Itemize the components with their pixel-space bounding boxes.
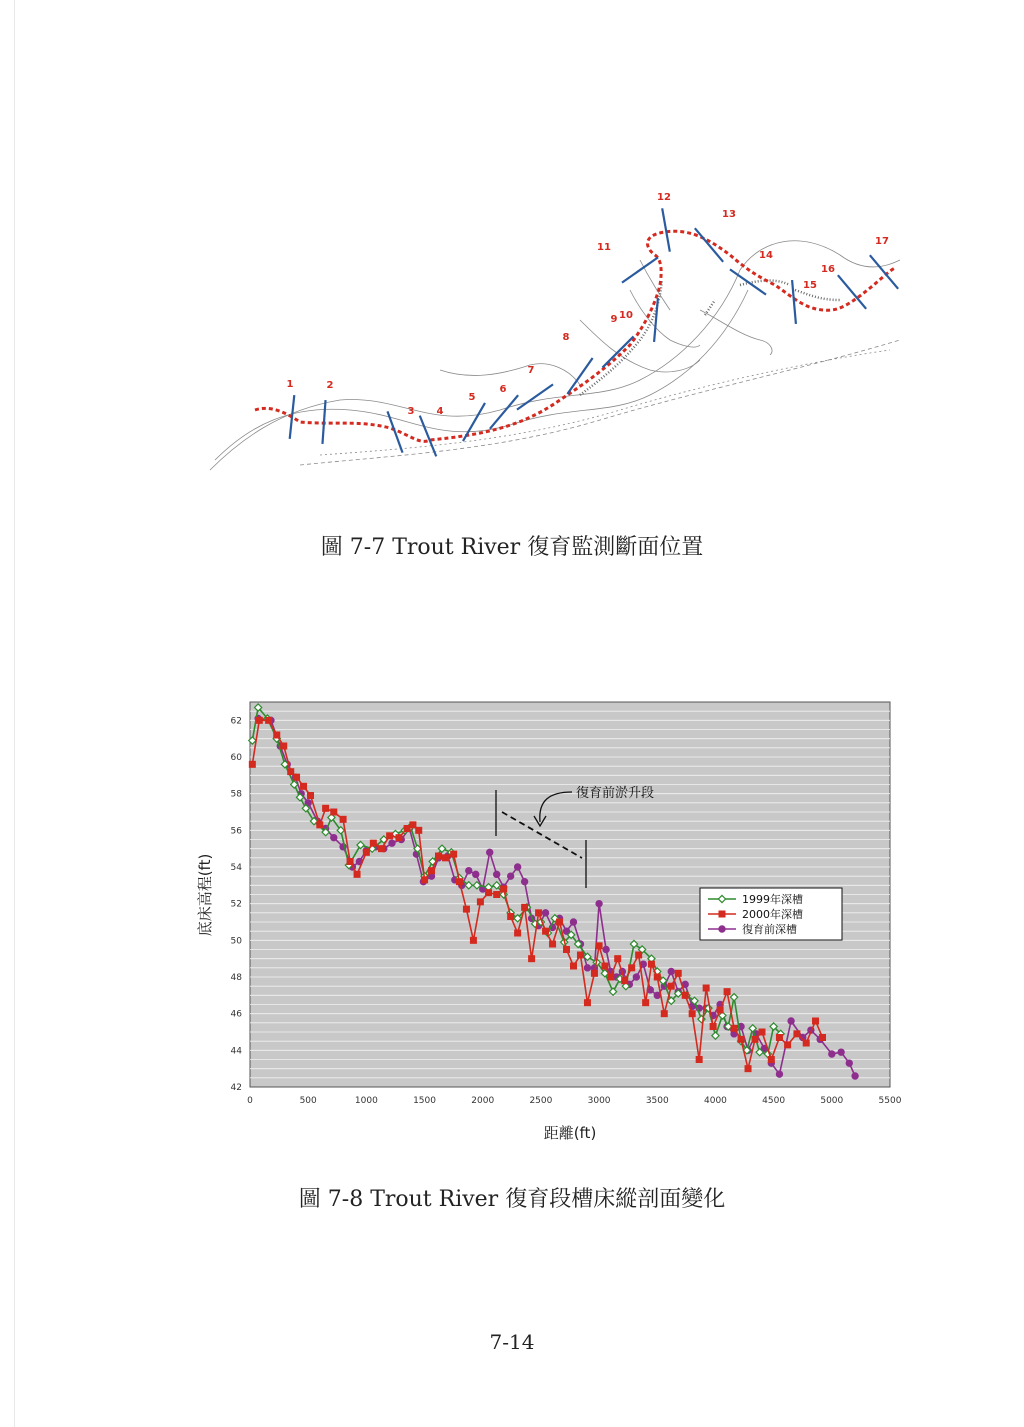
- section-line-2: [322, 400, 325, 444]
- section-line-7: [517, 384, 553, 409]
- data-point: [288, 769, 294, 775]
- data-point: [422, 877, 428, 883]
- data-point: [514, 864, 520, 870]
- data-point: [768, 1057, 774, 1063]
- annotation-label: 復育前淤升段: [576, 786, 655, 801]
- data-point: [542, 910, 548, 916]
- data-point: [416, 827, 422, 833]
- x-tick-label: 4000: [704, 1096, 727, 1106]
- section-line-15: [792, 280, 796, 324]
- data-point: [550, 941, 556, 947]
- x-tick-label: 3500: [645, 1096, 669, 1106]
- data-point: [396, 835, 402, 841]
- data-point: [738, 1036, 744, 1042]
- data-point: [281, 743, 287, 749]
- data-point: [308, 793, 314, 799]
- x-tick-label: 500: [299, 1096, 317, 1106]
- data-point: [266, 717, 272, 723]
- section-line-9: [602, 336, 633, 367]
- data-point: [487, 849, 493, 855]
- data-point: [507, 873, 513, 879]
- data-point: [249, 761, 255, 767]
- data-point: [570, 963, 576, 969]
- data-point: [501, 886, 507, 892]
- chart-legend: [700, 888, 842, 940]
- data-point: [323, 805, 329, 811]
- section-label-4: 4: [436, 406, 444, 417]
- y-tick-label: 58: [230, 789, 242, 800]
- data-point: [363, 849, 369, 855]
- data-point: [654, 974, 660, 980]
- data-point: [788, 1018, 794, 1024]
- data-point: [717, 1007, 723, 1013]
- data-point: [602, 963, 608, 969]
- data-point: [331, 834, 337, 840]
- longitudinal-profile-chart: [180, 690, 920, 1160]
- data-point: [256, 717, 262, 723]
- data-point: [759, 1029, 765, 1035]
- data-point: [852, 1073, 858, 1079]
- legend-swatch-marker: [719, 911, 725, 917]
- section-label-9: 9: [610, 314, 618, 325]
- section-label-2: 2: [326, 380, 334, 391]
- data-point: [703, 985, 709, 991]
- data-point: [557, 919, 563, 925]
- data-point: [643, 1000, 649, 1006]
- data-point: [493, 871, 499, 877]
- section-label-15: 15: [803, 280, 817, 291]
- data-point: [536, 910, 542, 916]
- data-point: [387, 833, 393, 839]
- y-tick-label: 56: [230, 826, 242, 837]
- data-point: [629, 965, 635, 971]
- section-label-6: 6: [499, 384, 507, 395]
- section-label-17: 17: [875, 236, 889, 247]
- section-label-3: 3: [407, 406, 415, 417]
- data-point: [689, 1011, 695, 1017]
- data-point: [429, 868, 435, 874]
- data-point: [838, 1049, 844, 1055]
- data-point: [776, 1071, 782, 1077]
- y-tick-label: 50: [230, 936, 242, 947]
- legend-items: [708, 892, 803, 936]
- map-channel-hatching: [580, 280, 840, 395]
- figure-7-8-caption: 圖 7-8 Trout River 復育段槽床縱剖面變化: [298, 1187, 726, 1212]
- map-basemap-lines: [210, 241, 900, 470]
- section-label-12: 12: [657, 192, 671, 203]
- data-point: [682, 992, 688, 998]
- data-point: [648, 961, 654, 967]
- data-point: [522, 904, 528, 910]
- page-number: 7-14: [489, 1330, 535, 1354]
- section-label-14: 14: [759, 250, 773, 261]
- data-point: [596, 943, 602, 949]
- data-point: [813, 1018, 819, 1024]
- data-point: [331, 809, 337, 815]
- section-labels: [287, 192, 889, 417]
- y-axis-label: 底床高程(ft): [196, 853, 214, 937]
- data-point: [591, 970, 597, 976]
- legend-label: 1999年深槽: [742, 893, 803, 906]
- section-line-17: [870, 255, 898, 289]
- data-point: [785, 1042, 791, 1048]
- section-line-8: [567, 358, 592, 394]
- data-point: [633, 974, 639, 980]
- data-point: [829, 1051, 835, 1057]
- data-point: [543, 928, 549, 934]
- data-point: [622, 978, 628, 984]
- data-point: [846, 1060, 852, 1066]
- data-point: [668, 968, 674, 974]
- data-point: [410, 822, 416, 828]
- y-tick-label: 44: [230, 1046, 242, 1057]
- data-point: [354, 871, 360, 877]
- section-line-13: [695, 228, 723, 262]
- x-tick-label: 0: [247, 1096, 253, 1106]
- data-point: [389, 840, 395, 846]
- monitoring-section-map: [200, 192, 900, 490]
- section-label-7: 7: [527, 365, 535, 376]
- section-label-8: 8: [562, 332, 570, 343]
- data-point: [570, 919, 576, 925]
- figure-7-7-caption: 圖 7-7 Trout River 復育監測斷面位置: [320, 535, 704, 560]
- x-tick-label: 2500: [529, 1096, 553, 1106]
- data-point: [803, 1040, 809, 1046]
- x-tick-label: 5500: [878, 1096, 902, 1106]
- data-point: [442, 855, 448, 861]
- section-line-16: [838, 275, 866, 309]
- data-point: [710, 1024, 716, 1030]
- data-point: [486, 890, 492, 896]
- x-tick-label: 4500: [762, 1096, 786, 1106]
- data-point: [378, 846, 384, 852]
- data-point: [584, 965, 590, 971]
- data-point: [301, 783, 307, 789]
- y-tick-label: 52: [230, 899, 242, 910]
- data-point: [696, 1057, 702, 1063]
- data-point: [477, 899, 483, 905]
- section-line-11: [622, 257, 658, 282]
- data-point: [724, 989, 730, 995]
- data-point: [521, 878, 527, 884]
- data-point: [745, 1066, 751, 1072]
- x-axis-label: 距離(ft): [543, 1124, 597, 1142]
- data-point: [668, 983, 674, 989]
- data-point: [577, 952, 583, 958]
- data-point: [508, 914, 514, 920]
- data-point: [636, 952, 642, 958]
- y-tick-label: 48: [230, 973, 242, 983]
- data-point: [456, 879, 462, 885]
- data-point: [731, 1025, 737, 1031]
- data-point: [494, 892, 500, 898]
- section-lines: [290, 208, 898, 456]
- data-point: [603, 946, 609, 952]
- data-point: [463, 906, 469, 912]
- x-tick-label: 1500: [413, 1096, 436, 1106]
- data-point: [596, 900, 602, 906]
- x-tick-label: 2000: [471, 1096, 495, 1106]
- y-tick-label: 60: [230, 753, 242, 763]
- data-point: [776, 1035, 782, 1041]
- data-point: [615, 956, 621, 962]
- section-label-5: 5: [468, 392, 476, 403]
- data-point: [794, 1031, 800, 1037]
- section-label-10: 10: [619, 310, 633, 321]
- data-point: [661, 1011, 667, 1017]
- data-point: [608, 974, 614, 980]
- section-line-12: [662, 208, 670, 251]
- x-tick-label: 3000: [587, 1096, 611, 1106]
- x-tick-label: 5000: [820, 1096, 844, 1106]
- section-line-4: [420, 416, 436, 457]
- data-point: [317, 822, 323, 828]
- section-label-16: 16: [821, 264, 835, 275]
- data-point: [584, 1000, 590, 1006]
- y-tick-label: 46: [230, 1009, 242, 1020]
- data-point: [473, 871, 479, 877]
- section-label-1: 1: [286, 379, 294, 390]
- data-point: [675, 970, 681, 976]
- data-point: [752, 1036, 758, 1042]
- legend-label: 2000年深槽: [742, 908, 803, 921]
- data-point: [466, 867, 472, 873]
- legend-swatch-marker: [719, 926, 725, 932]
- data-point: [529, 956, 535, 962]
- section-label-13: 13: [722, 209, 736, 220]
- data-point: [470, 937, 476, 943]
- data-point: [515, 930, 521, 936]
- data-point: [347, 859, 353, 865]
- x-tick-label: 1000: [354, 1096, 378, 1106]
- data-point: [820, 1035, 826, 1041]
- data-point: [340, 816, 346, 822]
- legend-label: 復育前深槽: [742, 923, 797, 936]
- data-point: [294, 774, 300, 780]
- data-point: [370, 840, 376, 846]
- data-point: [436, 853, 442, 859]
- y-tick-label: 42: [230, 1083, 242, 1093]
- section-label-11: 11: [597, 242, 611, 253]
- data-point: [451, 851, 457, 857]
- data-point: [274, 732, 280, 738]
- data-point: [404, 826, 410, 832]
- data-point: [654, 992, 660, 998]
- y-tick-label: 54: [230, 863, 242, 873]
- y-tick-label: 62: [230, 716, 242, 727]
- data-point: [564, 947, 570, 953]
